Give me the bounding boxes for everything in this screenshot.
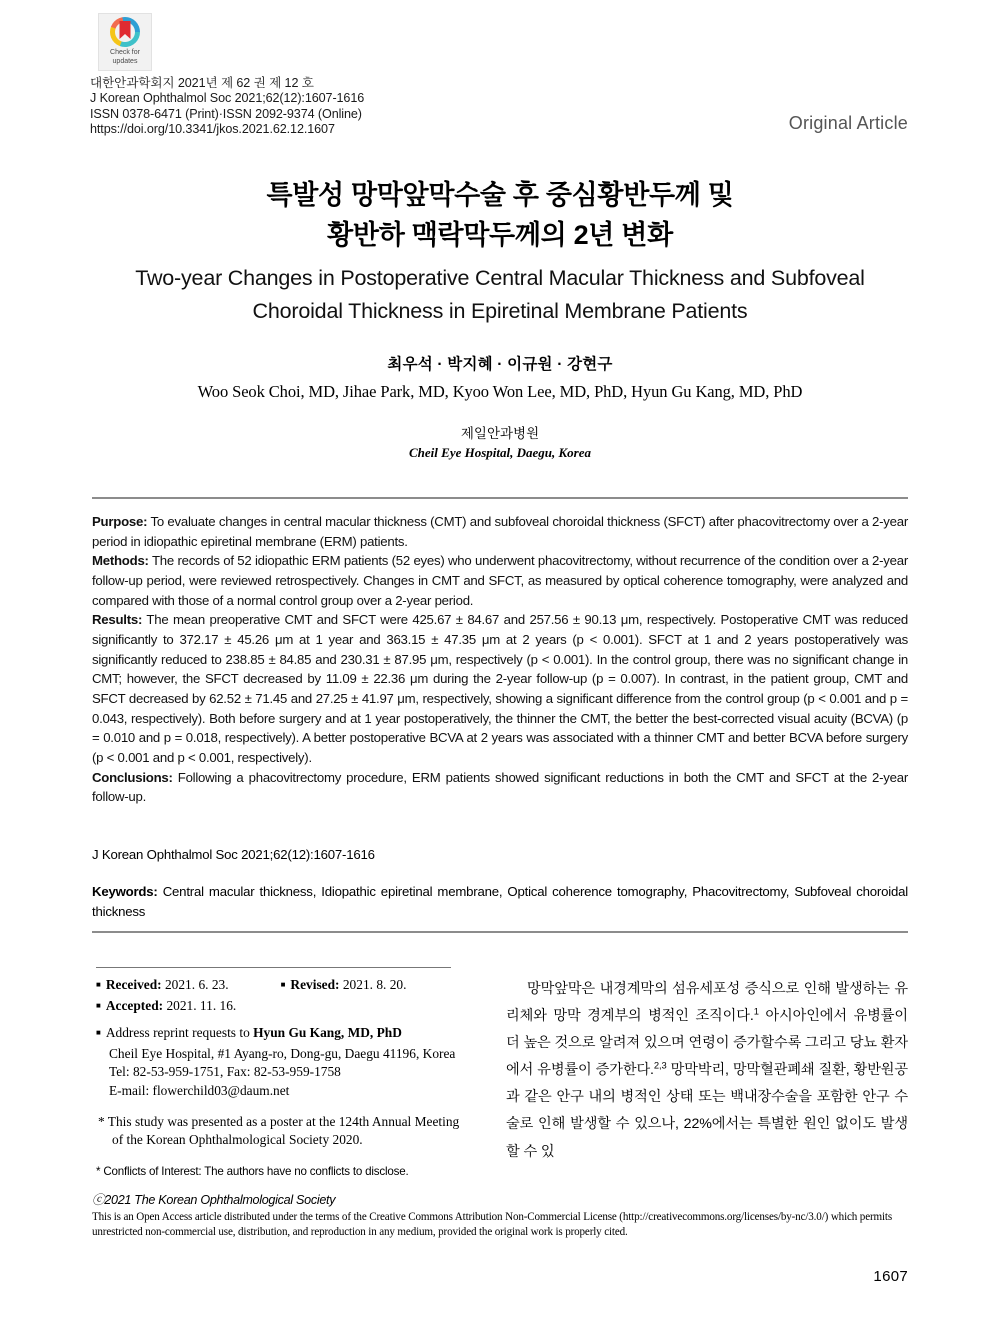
- crossmark-label-line1: Check for: [110, 49, 140, 56]
- doi-link[interactable]: https://doi.org/10.3341/jkos.2021.62.12.1607: [90, 122, 335, 137]
- abstract-results-text: The mean preoperative CMT and SFCT were 425.67 ± 84.67 and 257.56 ± 90.13 μm, respectively. Postoperative CMT was reduced significantly to 372.17 ± 45.26 μm at 1 year and 363.15 ± 47.35 μm at 2 years (p < 0.001). SFCT at 1 and 2 years postoperatively was significantly reduced to 238.85 ± 84.85 and 230.31 ± 87.95 μm, respectively (p < 0.001). In the control group, there was no significant change in CMT; however, the SFCT decreased by 11.09 ± 22.36 μm during the 2-year follow-up (p = 0.007). In contrast, in the patient group, CMT and SFCT decreased by 62.52 ± 71.45 and 27.25 ± 41.97 μm, respectively, showing a significant difference from the control group (p < 0.001 and p = 0.043, respectively). Both before surgery and at 1 year postoperatively, the thinner the CMT, the better the best-corrected visual acuity (BCVA) (p = 0.010 and p = 0.018, respectively). A better postoperative BCVA at 2 years was associated with a thinner CMT and better BCVA before surgery (p < 0.001 and p < 0.001, respectively).: [92, 612, 908, 765]
- abstract-results: [92, 610, 908, 767]
- reprint-contact-name: Hyun Gu Kang, MD, PhD: [253, 1025, 402, 1041]
- abstract-conclusions: [92, 768, 908, 807]
- journal-citation-english: J Korean Ophthalmol Soc 2021;62(12):1607-1616: [90, 91, 365, 106]
- journal-name-korean: 대한안과학회지 2021년 제 62 권 제 12 호: [90, 76, 314, 90]
- square-bullet-icon: ■: [96, 1000, 101, 1010]
- bookmark-icon: [120, 21, 131, 39]
- revised-value: 2021. 8. 20.: [339, 977, 407, 992]
- reference-marker-1: 1: [753, 1005, 759, 1017]
- abstract-purpose-label: Purpose:: [92, 514, 148, 529]
- abstract-conclusions-text: Following a phacovitrectomy procedure, ERM patients showed significant reductions in both the CMT and SFCT at the 2-year follow-up.: [92, 769, 908, 805]
- revised-row: [281, 976, 407, 997]
- received-label: Received:: [105, 977, 162, 992]
- crossmark-label: [110, 49, 140, 66]
- page-title-korean: [0, 175, 1000, 255]
- abstract-journal-citation: J Korean Ophthalmol Soc 2021;62(12):1607-1616: [92, 847, 375, 862]
- title-korean-line1: 특발성 망막앞막수술 후 중심황반두께 및: [266, 180, 734, 210]
- issn-line: ISSN 0378-6471 (Print)·ISSN 2092-9374 (Online): [90, 106, 362, 121]
- correspondence-column: [96, 976, 476, 1180]
- page-title-english: Two-year Changes in Postoperative Central Macular Thickness and Subfoveal Choroidal Thickness in Epiretinal Membrane Patients: [135, 266, 865, 323]
- authors-korean: 최우석 · 박지혜 · 이규원 · 강현구: [387, 356, 613, 373]
- conflicts-of-interest-note: * Conflicts of Interest: The authors have no conflicts to disclose.: [96, 1164, 409, 1178]
- affiliation-english: Cheil Eye Hospital, Daegu, Korea: [409, 445, 591, 460]
- intro-text-2: 아시아인에서 유병률이 더 높은 것으로 알려져 있으며 연령이 증가할수록 그리고 당뇨 환자에서 유병률이 증가한다.: [506, 1008, 908, 1079]
- presentation-note-line1: * This study was presented as a poster at the 124th Annual Meeting: [98, 1113, 460, 1129]
- license-line2: which permits unrestricted non-commercial use, distribution, and reproduction in any medium, provided the original work is properly cited.: [92, 1211, 893, 1239]
- received-row: [96, 976, 229, 997]
- license-statement: [92, 1210, 914, 1240]
- intro-text-1: 망막앞막은 내경계막의 섬유세포성 증식으로 인해 발생하는 유리체와 망막 경계부의 병적인 조직이다.: [506, 981, 908, 1025]
- reprint-request-row: [96, 1024, 476, 1045]
- authors-english: Woo Seok Choi, MD, Jihae Park, MD, Kyoo Won Lee, MD, PhD, Hyun Gu Kang, MD, PhD: [197, 382, 803, 401]
- accepted-label: Accepted:: [105, 997, 164, 1013]
- page-number: 1607: [873, 1268, 908, 1285]
- abstract-methods: [92, 551, 908, 610]
- abstract-bottom-divider: [92, 931, 908, 933]
- email-address[interactable]: E-mail: flowerchild03@daum.net: [109, 1082, 290, 1098]
- hospital-address: Cheil Eye Hospital, #1 Ayang-ro, Dong-gu, Daegu 41196, Korea: [109, 1045, 456, 1061]
- abstract-results-label: Results:: [92, 612, 143, 628]
- crossmark-check-for-updates-badge[interactable]: [98, 13, 152, 71]
- abstract-methods-text: The records of 52 idiopathic ERM patients (52 eyes) who underwent phacovitrectomy, without recurrence of the condition over a 2-year follow-up period, were reviewed retrospectively. Changes in CMT and SFCT, as measured by optical coherence tomography, were analyzed and compared with those of a normal control group over a 2-year period.: [92, 553, 908, 608]
- reference-marker-2: 2,3: [653, 1059, 667, 1071]
- abstract-conclusions-label: Conclusions:: [92, 769, 173, 785]
- left-column-divider: [96, 967, 451, 968]
- square-bullet-icon: ■: [96, 1028, 101, 1038]
- abstract-purpose: [92, 512, 908, 551]
- introduction-body-column: [506, 976, 908, 1166]
- journal-metadata-block: [90, 76, 364, 138]
- affiliation-korean: 제일안과병원: [460, 426, 540, 441]
- abstract-block: [92, 512, 908, 807]
- received-value: 2021. 6. 23.: [161, 977, 229, 992]
- license-line1: This is an Open Access article distributed under the terms of the Creative Commons Attribution Non-Commercial License (http://creativecommons.org/licenses/by-nc/3.0/): [92, 1211, 829, 1223]
- presentation-note: [96, 1113, 476, 1150]
- crossmark-ring-icon: [110, 17, 140, 47]
- article-type-label: Original Article: [788, 113, 908, 133]
- reprint-address-block: [96, 1024, 476, 1100]
- square-bullet-icon: ■: [280, 980, 286, 989]
- abstract-top-divider: [92, 497, 908, 499]
- keywords-label: Keywords:: [92, 884, 158, 899]
- intro-text-3: 망막박리, 망막혈관폐쇄 질환, 황반원공과 같은 안구 내의 병적인 상태 또는 백내장수술을 포함한 안구 수술로 인해 발생할 수 있으나, 22%에서는 특별한 원인 없이도 발생할 수 있: [506, 1062, 909, 1160]
- revised-label: Revised:: [290, 977, 340, 992]
- reprint-prefix: Address reprint requests to: [105, 1025, 254, 1041]
- accepted-value: 2021. 11. 16.: [163, 997, 237, 1013]
- keywords-text: Central macular thickness, Idiopathic epiretinal membrane, Optical coherence tomography, Phacovitrectomy, Subfoveal choroidal thickness: [92, 884, 908, 919]
- abstract-purpose-text: To evaluate changes in central macular thickness (CMT) and subfoveal choroidal thickness (SFCT) after phacovitrectomy over a 2-year period in idiopathic epiretinal membrane (ERM) patients.: [92, 514, 908, 549]
- presentation-note-line2: of the Korean Ophthalmological Society 2020.: [112, 1132, 363, 1148]
- copyright-line: ⓒ2021 The Korean Ophthalmological Society: [92, 1193, 336, 1207]
- title-korean-line2: 황반하 맥락막두께의 2년 변화: [327, 220, 673, 250]
- square-bullet-icon: ■: [96, 980, 101, 989]
- abstract-methods-label: Methods:: [92, 553, 149, 569]
- phone-fax: Tel: 82-53-959-1751, Fax: 82-53-959-1758: [109, 1064, 341, 1080]
- received-revised-row: [96, 976, 476, 997]
- accepted-row: [96, 997, 476, 1018]
- keywords-block: [92, 882, 908, 921]
- crossmark-label-line2: updates: [112, 57, 138, 65]
- introduction-paragraph: [506, 976, 908, 1166]
